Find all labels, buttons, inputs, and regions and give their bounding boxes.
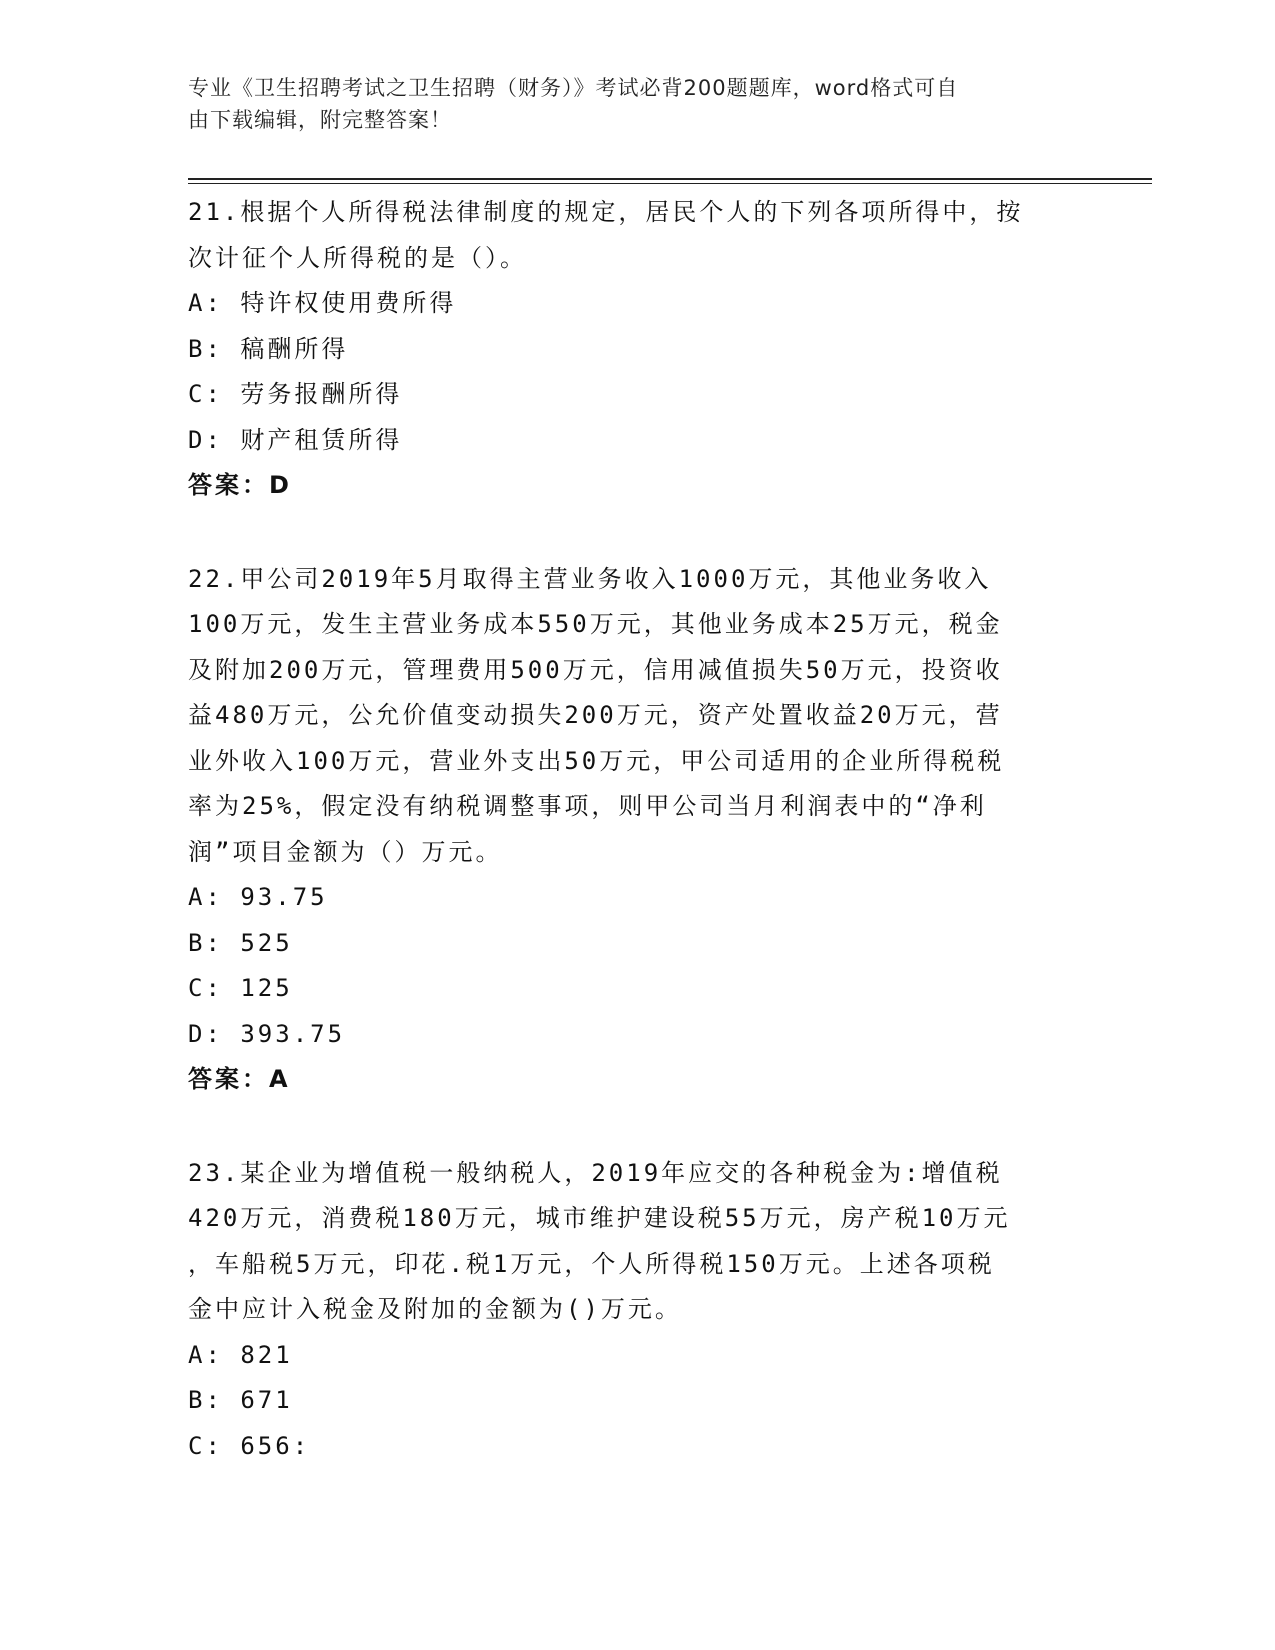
question-line: 22.甲公司2019年5月取得主营业务收入1000万元，其他业务收入 — [188, 564, 992, 593]
question-line: 益480万元，公允价值变动损失200万元，资产处置收益20万元，营 — [188, 701, 1003, 729]
question-line: 420万元，消费税180万元，城市维护建设税55万元，房产税10万元 — [188, 1204, 1011, 1232]
question-line: ，车船税5万元，印花.税1万元，个人所得税150万元。上述各项税 — [188, 1249, 995, 1278]
option-a: A: 93.75 — [188, 883, 328, 911]
option-d: D: 393.75 — [188, 1019, 346, 1048]
option-c: C: 劳务报酬所得 — [188, 380, 403, 408]
option-a: A: 821 — [188, 1340, 293, 1369]
question-22-text — [188, 555, 1088, 876]
option-c: C: 125 — [188, 974, 293, 1002]
question-line: 21.根据个人所得税法律制度的规定，居民个人的下列各项所得中，按 — [188, 198, 1024, 226]
question-line: 率为25%，假定没有纳税调整事项，则甲公司当月利润表中的“净利 — [188, 792, 987, 820]
header-divider-thick — [188, 178, 1152, 180]
question-line: 金中应计入税金及附加的金额为()万元。 — [188, 1295, 682, 1323]
option-d: D: 财产租赁所得 — [188, 425, 403, 454]
question-line: 100万元，发生主营业务成本550万元，其他业务成本25万元，税金 — [188, 610, 1003, 638]
question-line: 润”项目金额为（）万元。 — [188, 837, 503, 866]
header-line-1: 专业《卫生招聘考试之卫生招聘（财务）》考试必背200题题库，word格式可自 — [188, 76, 959, 100]
question-list — [188, 188, 1088, 1515]
option-b: B: 671 — [188, 1386, 293, 1414]
question-21-text — [188, 188, 1088, 281]
answer-label: 答案：A — [188, 1065, 291, 1093]
option-c: C: 656: — [188, 1431, 311, 1460]
option-a: A: 特许权使用费所得 — [188, 289, 457, 317]
question-line: 及附加200万元，管理费用500万元，信用减值损失50万元，投资收 — [188, 655, 1003, 684]
question-line: 业外收入100万元，营业外支出50万元，甲公司适用的企业所得税税 — [188, 746, 1005, 775]
header-line-2: 由下载编辑，附完整答案！ — [188, 108, 452, 132]
option-b: B: 525 — [188, 928, 293, 957]
question-21 — [188, 188, 1088, 509]
question-line: 次计征个人所得税的是（）。 — [188, 243, 527, 272]
question-22 — [188, 555, 1088, 1103]
document-header — [188, 72, 1068, 136]
header-divider-thin — [188, 183, 1152, 184]
answer-label: 答案：D — [188, 471, 292, 499]
question-23 — [188, 1149, 1088, 1470]
question-line: 23.某企业为增值税一般纳税人，2019年应交的各种税金为:增值税 — [188, 1158, 1003, 1187]
question-23-text — [188, 1149, 1088, 1333]
option-b: B: 稿酬所得 — [188, 334, 349, 363]
